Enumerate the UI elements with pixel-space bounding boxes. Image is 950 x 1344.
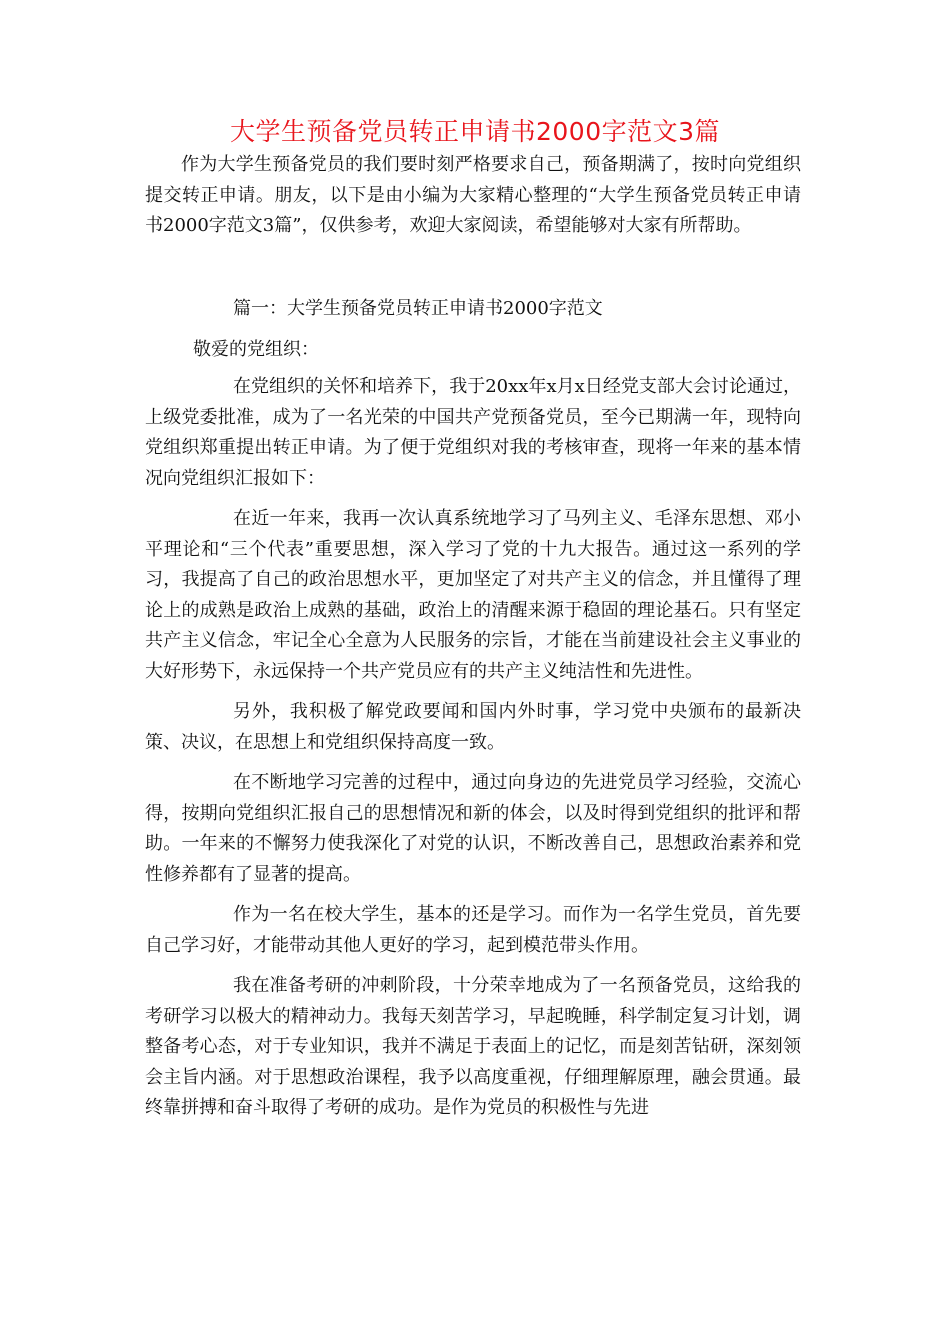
paragraph: 在不断地学习完善的过程中，通过向身边的先进党员学习经验，交流心得，按期向党组织汇报自己的思想情况和新的体会，以及时得到党组织的批评和帮助。一年来的不懈努力使我深化了对党的认识，不断改善自己，思想政治素养和党性修养都有了显著的提高。 bbox=[145, 772, 801, 885]
paragraph: 我在准备考研的冲刺阶段，十分荣幸地成为了一名预备党员，这给我的考研学习以极大的精神动力。我每天刻苦学习，早起晚睡，科学制定复习计划，调整备考心态，对于专业知识，我并不满足于表面上的记忆，而是刻苦钻研，深刻领会主旨内涵。对于思想政治课程，我予以高度重视，仔细理解原理，融会贯通。最终靠拼搏和奋斗取得了考研的成功。是作为党员的积极性与先进 bbox=[145, 975, 801, 1118]
paragraph: 在党组织的关怀和培养下，我于20xx年x月x日经党支部大会讨论通过，上级党委批准，成为了一名光荣的中国共产党预备党员，至今已期满一年，现特向党组织郑重提出转正申请。为了便于党组织对我的考核审查，现将一年来的基本情况向党组织汇报如下： bbox=[145, 376, 801, 489]
paragraph: 在近一年来，我再一次认真系统地学习了马列主义、毛泽东思想、邓小平理论和“三个代表”重要思想，深入学习了党的十九大报告。通过这一系列的学习，我提高了自己的政治思想水平，更加坚定了对共产主义的信念，并且懂得了理论上的成熟是政治上成熟的基础，政治上的清醒来源于稳固的理论基石。只有坚定共产主义信念，牢记全心全意为人民服务的宗旨，才能在当前建设社会主义事业的大好形势下，永远保持一个共产党员应有的共产主义纯洁性和先进性。 bbox=[145, 508, 801, 682]
intro-paragraph bbox=[145, 150, 801, 242]
letter-body bbox=[145, 372, 801, 1134]
salutation: 敬爱的党组织： bbox=[193, 339, 319, 360]
intro-text: 作为大学生预备党员的我们要时刻严格要求自己，预备期满了，按时向党组织提交转正申请。朋友，以下是由小编为大家精心整理的“大学生预备党员转正申请书2000字范文3篇”，仅供参考，欢迎大家阅读，希望能够对大家有所帮助。 bbox=[145, 154, 801, 236]
paragraph: 作为一名在校大学生，基本的还是学习。而作为一名学生党员，首先要自己学习好，才能带动其他人更好的学习，起到模范带头作用。 bbox=[145, 904, 801, 956]
paragraph: 另外，我积极了解党政要闻和国内外时事，学习党中央颁布的最新决策、决议，在思想上和党组织保持高度一致。 bbox=[145, 701, 801, 753]
document-title: 大学生预备党员转正申请书2000字范文3篇 bbox=[229, 117, 721, 146]
section-heading: 篇一：大学生预备党员转正申请书2000字范文 bbox=[233, 298, 603, 319]
